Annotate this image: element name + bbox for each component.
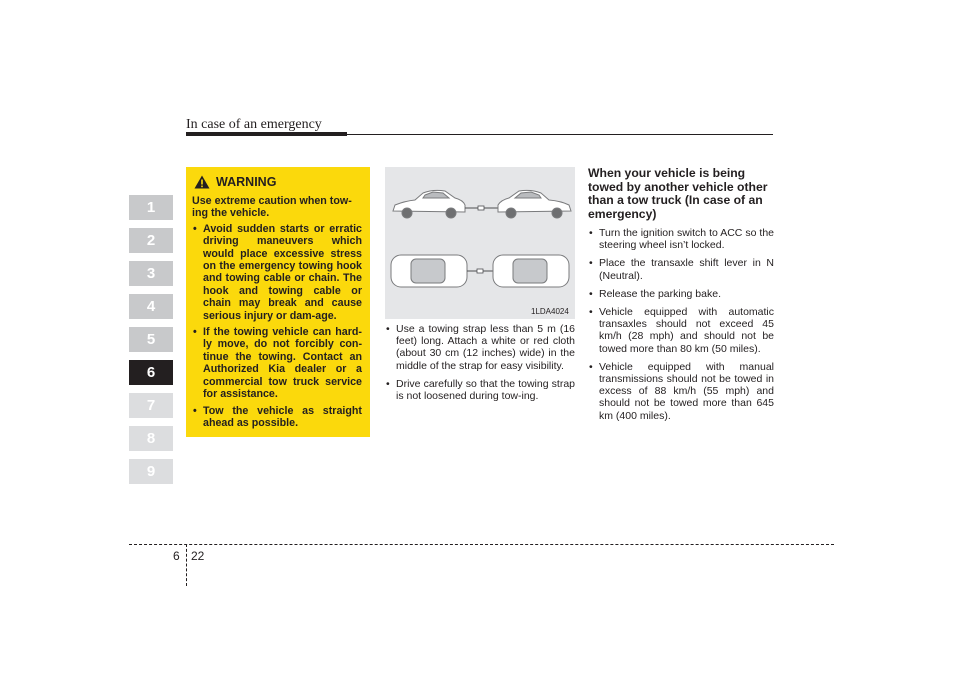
list-item: • Vehicle equipped with automatic transaxles should not exceed 45 km/h (28 mph) and should not be towed more than 80 km (50 miles). <box>588 306 774 355</box>
page-header-title: In case of an emergency <box>186 117 322 132</box>
towing-cars-drawing <box>385 167 575 319</box>
towing-illustration <box>385 167 575 319</box>
footer-divider <box>186 544 187 586</box>
list-item: • Place the transaxle shift lever in N (Neutral). <box>588 257 774 281</box>
figure-code: 1LDA4024 <box>531 307 569 316</box>
warning-intro: Use extreme caution when tow-ing the vehicle. <box>192 195 352 220</box>
list-item: • Turn the ignition switch to ACC so the steering wheel isn’t locked. <box>588 227 774 251</box>
list-item: • Use a towing strap less than 5 m (16 feet) long. Attach a white or red cloth (about 30 cm (12 inches) wide) in the middle of the strap for easy visibility. <box>385 323 575 372</box>
warning-item: • Tow the vehicle as straight ahead as possible. <box>192 405 362 430</box>
chapter-index <box>129 195 173 492</box>
warning-item: • If the towing vehicle can hard-ly move, do not forcibly con-tinue the towing. Contact an Authorized Kia dealer or a commercial tow truck service for assistance. <box>192 326 362 400</box>
footer-page-number: 22 <box>191 549 205 563</box>
footer-chapter-number: 6 <box>173 549 180 563</box>
car-top-icon <box>493 255 569 287</box>
chapter-tab-3[interactable]: 3 <box>129 261 173 286</box>
list-item: • Release the parking bake. <box>588 288 774 300</box>
chapter-tab-7[interactable]: 7 <box>129 393 173 418</box>
footer-rule <box>129 544 834 545</box>
list-item: • Drive carefully so that the towing strap is not loosened during tow-ing. <box>385 378 575 402</box>
car-side-icon <box>498 190 571 218</box>
chapter-tab-6[interactable]: 6 <box>129 360 173 385</box>
list-item: • Vehicle equipped with manual transmissions should not be towed in excess of 88 km/h (55 mph) and should not be towed more than 645 km (400 miles). <box>588 361 774 422</box>
section-title: When your vehicle is being towed by another vehicle other than a tow truck (In case of an emergency) <box>588 166 768 221</box>
warning-list <box>192 223 362 430</box>
warning-item: • Avoid sudden starts or erratic driving maneuvers which would place excessive stress on the emergency towing hook and towing cable or chain. The hook and towing cable or chain may break and cause serious injury or dam-age. <box>192 223 362 322</box>
warning-box <box>186 167 370 437</box>
towed-by-vehicle-section <box>588 167 774 428</box>
car-side-icon <box>393 190 465 218</box>
chapter-tab-9[interactable]: 9 <box>129 459 173 484</box>
warning-header <box>194 175 362 189</box>
car-top-icon <box>391 255 467 287</box>
chapter-tab-5[interactable]: 5 <box>129 327 173 352</box>
towing-strap-instructions <box>385 323 575 408</box>
chapter-tab-1[interactable]: 1 <box>129 195 173 220</box>
chapter-tab-2[interactable]: 2 <box>129 228 173 253</box>
header-bar <box>186 132 347 136</box>
chapter-tab-4[interactable]: 4 <box>129 294 173 319</box>
chapter-tab-8[interactable]: 8 <box>129 426 173 451</box>
header-rule <box>347 134 773 135</box>
warning-title: WARNING <box>216 175 277 189</box>
warning-triangle-icon <box>194 175 210 189</box>
